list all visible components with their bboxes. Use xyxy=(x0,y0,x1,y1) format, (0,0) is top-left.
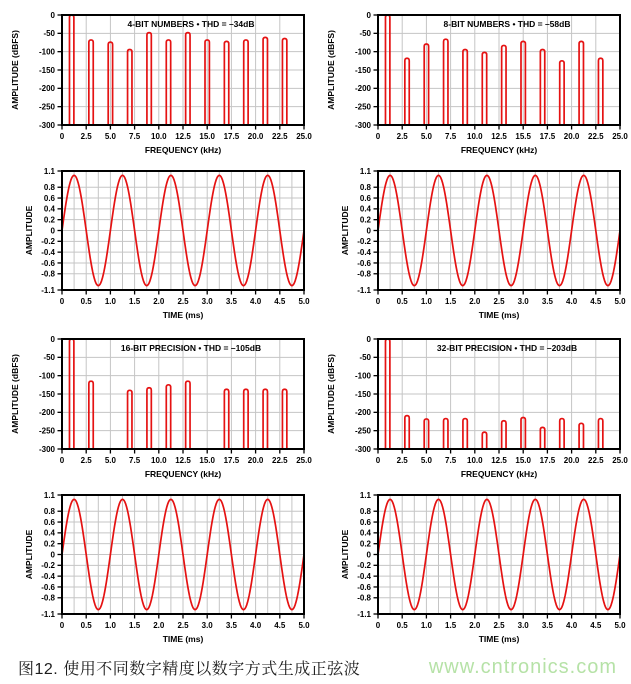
chart-title: 16-BIT PRECISION • THD = –105dB xyxy=(120,343,262,353)
x-axis-label: TIME (ms) xyxy=(478,310,520,320)
y-tick-label: -250 xyxy=(354,426,371,436)
x-tick-label: 2.5 xyxy=(396,456,408,465)
spectrum-spike xyxy=(263,389,267,449)
y-tick-label: -0.6 xyxy=(357,582,371,592)
spectrum-chart-4bit xyxy=(0,2,315,162)
x-tick-label: 7.5 xyxy=(129,132,141,141)
spectrum-spike xyxy=(128,49,132,125)
x-tick-label: 20.0 xyxy=(563,132,580,141)
y-tick-label: -0.4 xyxy=(357,571,371,581)
x-tick-label: 12.5 xyxy=(491,132,507,141)
y-tick-label: -0.8 xyxy=(357,269,371,279)
y-tick-label: -0.2 xyxy=(357,561,371,571)
x-tick-label: 2.5 xyxy=(177,621,189,630)
sine-plot-8bit xyxy=(316,162,631,326)
sine-chart-4bit xyxy=(0,162,315,326)
x-tick-label: 3.5 xyxy=(225,621,237,630)
x-tick-label: 2.5 xyxy=(493,621,505,630)
y-tick-label: -1.1 xyxy=(357,609,371,619)
x-tick-label: 0.5 xyxy=(396,621,408,630)
y-tick-label: 1.1 xyxy=(43,166,55,176)
y-tick-label: -1.1 xyxy=(357,285,371,295)
y-tick-label: 1.1 xyxy=(359,166,371,176)
chart-title: 4-BIT NUMBERS • THD = –34dB xyxy=(127,19,255,29)
y-tick-label: -50 xyxy=(43,353,55,363)
x-tick-label: 5.0 xyxy=(420,132,432,141)
x-tick-label: 4.5 xyxy=(274,621,286,630)
x-tick-label: 22.5 xyxy=(588,456,604,465)
spectrum-spike xyxy=(463,49,467,125)
spectrum-plot-8bit xyxy=(316,2,631,162)
x-tick-label: 4.0 xyxy=(566,621,578,630)
spectrum-spike xyxy=(444,419,448,449)
y-tick-label: 0.6 xyxy=(359,517,371,527)
caption-row xyxy=(0,650,631,679)
y-tick-label: -200 xyxy=(354,84,371,94)
y-axis-label: AMPLITUDE (dBFS) xyxy=(10,354,20,434)
x-tick-label: 5.0 xyxy=(104,132,116,141)
x-tick-label: 0 xyxy=(59,132,65,141)
y-tick-label: 0 xyxy=(366,10,371,20)
y-tick-label: -200 xyxy=(354,408,371,418)
x-tick-label: 22.5 xyxy=(588,132,604,141)
x-tick-label: 5.0 xyxy=(104,456,116,465)
x-tick-label: 0.5 xyxy=(80,297,92,306)
x-tick-label: 1.5 xyxy=(129,621,141,630)
y-tick-label: -200 xyxy=(38,408,55,418)
y-tick-label: 0 xyxy=(50,10,55,20)
x-tick-label: 0 xyxy=(59,297,65,306)
spectrum-chart-32bit xyxy=(316,326,631,486)
x-axis-label: FREQUENCY (kHz) xyxy=(460,145,538,155)
x-tick-label: 12.5 xyxy=(175,132,191,141)
x-tick-label: 25.0 xyxy=(296,456,312,465)
y-tick-label: -100 xyxy=(354,47,371,57)
y-tick-label: 0.4 xyxy=(359,204,371,214)
spectrum-spike xyxy=(128,390,132,449)
x-tick-label: 12.5 xyxy=(491,456,507,465)
x-tick-label: 20.0 xyxy=(247,132,264,141)
y-tick-label: -0.2 xyxy=(41,237,55,247)
x-tick-label: 5.0 xyxy=(298,297,310,306)
y-tick-label: -100 xyxy=(38,371,55,381)
spectrum-spike xyxy=(482,432,486,449)
x-tick-label: 0 xyxy=(59,621,65,630)
y-tick-label: -200 xyxy=(38,84,55,94)
x-tick-label: 15.5 xyxy=(515,132,531,141)
x-tick-label: 15.0 xyxy=(199,132,215,141)
y-tick-label: 0 xyxy=(366,334,371,344)
y-axis-label: AMPLITUDE (dBFS) xyxy=(326,354,336,434)
spectrum-spike xyxy=(282,389,286,449)
y-axis-label: AMPLITUDE xyxy=(340,529,350,580)
y-tick-label: 0.2 xyxy=(43,215,55,225)
x-tick-label: 2.0 xyxy=(153,621,165,630)
spectrum-spike xyxy=(89,381,93,449)
spectrum-spike xyxy=(502,45,506,125)
chart-title: 32-BIT PRECISION • THD = –203dB xyxy=(436,343,578,353)
y-tick-label: -50 xyxy=(359,353,371,363)
x-tick-label: 7.5 xyxy=(445,456,457,465)
x-tick-label: 10.0 xyxy=(151,456,167,465)
x-tick-label: 0 xyxy=(375,621,381,630)
y-tick-label: 1.1 xyxy=(359,490,371,500)
y-tick-label: -0.2 xyxy=(357,237,371,247)
x-tick-label: 2.5 xyxy=(493,297,505,306)
spectrum-spike xyxy=(560,419,564,449)
x-tick-label: 4.0 xyxy=(250,297,262,306)
spectrum-spike xyxy=(502,421,506,449)
x-tick-label: 0.5 xyxy=(396,297,408,306)
x-tick-label: 1.5 xyxy=(129,297,141,306)
spectrum-chart-8bit xyxy=(316,2,631,162)
y-tick-label: 0 xyxy=(366,226,371,236)
x-tick-label: 1.5 xyxy=(445,297,457,306)
x-tick-label: 0.5 xyxy=(80,621,92,630)
x-tick-label: 2.0 xyxy=(469,621,481,630)
x-tick-label: 25.0 xyxy=(612,132,628,141)
y-tick-label: 0 xyxy=(50,334,55,344)
y-tick-label: 0.8 xyxy=(43,507,55,517)
x-tick-label: 17.5 xyxy=(539,132,556,141)
x-tick-label: 10.0 xyxy=(467,456,483,465)
x-tick-label: 0 xyxy=(375,297,381,306)
x-tick-label: 5.0 xyxy=(420,456,432,465)
y-tick-label: -0.4 xyxy=(41,247,55,257)
x-tick-label: 5.0 xyxy=(614,621,626,630)
x-tick-label: 2.0 xyxy=(153,297,165,306)
x-axis-label: TIME (ms) xyxy=(478,634,520,644)
spectrum-spike xyxy=(579,423,583,449)
x-tick-label: 1.5 xyxy=(445,621,457,630)
x-tick-label: 7.5 xyxy=(445,132,457,141)
chart-title: 8-BIT NUMBERS • THD = –58dB xyxy=(443,19,571,29)
x-tick-label: 1.0 xyxy=(104,621,116,630)
x-tick-label: 3.5 xyxy=(541,621,553,630)
x-tick-label: 3.0 xyxy=(517,297,529,306)
y-tick-label: 0.8 xyxy=(359,507,371,517)
y-tick-label: -1.1 xyxy=(41,609,55,619)
y-axis-label: AMPLITUDE xyxy=(24,205,34,256)
y-tick-label: -0.4 xyxy=(357,247,371,257)
y-tick-label: -150 xyxy=(354,389,371,399)
x-tick-label: 10.0 xyxy=(151,132,167,141)
x-tick-label: 2.0 xyxy=(469,297,481,306)
spectrum-spike xyxy=(463,419,467,449)
spectrum-spike xyxy=(186,381,190,449)
y-tick-label: 0.6 xyxy=(43,517,55,527)
y-tick-label: 0 xyxy=(366,550,371,560)
spectrum-spike xyxy=(598,419,602,449)
y-tick-label: 0.2 xyxy=(43,539,55,549)
y-axis-label: AMPLITUDE (dBFS) xyxy=(10,30,20,110)
y-tick-label: 0.2 xyxy=(359,539,371,549)
x-tick-label: 17.5 xyxy=(223,456,240,465)
x-tick-label: 2.5 xyxy=(177,297,189,306)
x-tick-label: 2.5 xyxy=(80,132,92,141)
x-tick-label: 5.0 xyxy=(298,621,310,630)
y-tick-label: 0.8 xyxy=(43,183,55,193)
y-tick-label: 0.2 xyxy=(359,215,371,225)
y-tick-label: 0.8 xyxy=(359,183,371,193)
y-tick-label: 0 xyxy=(50,550,55,560)
x-tick-label: 3.0 xyxy=(201,297,213,306)
x-tick-label: 3.0 xyxy=(517,621,529,630)
x-tick-label: 0 xyxy=(375,456,381,465)
spectrum-spike xyxy=(405,58,409,125)
x-tick-label: 3.5 xyxy=(541,297,553,306)
y-tick-label: 0.6 xyxy=(43,193,55,203)
y-tick-label: -0.8 xyxy=(41,269,55,279)
x-tick-label: 2.5 xyxy=(396,132,408,141)
x-tick-label: 25.0 xyxy=(296,132,312,141)
x-tick-label: 1.0 xyxy=(420,621,432,630)
spectrum-chart-16bit xyxy=(0,326,315,486)
y-tick-label: -0.2 xyxy=(41,561,55,571)
spectrum-plot-16bit xyxy=(0,326,315,486)
sine-chart-8bit xyxy=(316,162,631,326)
watermark: www.cntronics.com xyxy=(428,656,617,678)
x-axis-label: TIME (ms) xyxy=(162,634,204,644)
y-tick-label: -100 xyxy=(354,371,371,381)
x-tick-label: 1.0 xyxy=(104,297,116,306)
y-tick-label: -300 xyxy=(354,120,371,130)
spectrum-spike xyxy=(598,58,602,125)
y-tick-label: -0.6 xyxy=(357,258,371,268)
y-tick-label: -250 xyxy=(38,102,55,112)
x-tick-label: 3.5 xyxy=(225,297,237,306)
y-tick-label: -1.1 xyxy=(41,285,55,295)
y-tick-label: 1.1 xyxy=(43,490,55,500)
y-tick-label: -0.8 xyxy=(41,593,55,603)
x-tick-label: 15.0 xyxy=(515,456,531,465)
spectrum-spike xyxy=(405,416,409,449)
x-tick-label: 25.0 xyxy=(612,456,628,465)
x-tick-label: 17.5 xyxy=(223,132,240,141)
y-tick-label: -300 xyxy=(354,444,371,454)
y-tick-label: 0.6 xyxy=(359,193,371,203)
x-tick-label: 1.0 xyxy=(420,297,432,306)
y-axis-label: AMPLITUDE (dBFS) xyxy=(326,30,336,110)
x-tick-label: 3.0 xyxy=(201,621,213,630)
y-tick-label: -0.4 xyxy=(41,571,55,581)
x-tick-label: 4.0 xyxy=(250,621,262,630)
sine-plot-16bit xyxy=(0,486,315,650)
x-tick-label: 4.5 xyxy=(590,621,602,630)
sine-chart-32bit xyxy=(316,486,631,650)
x-tick-label: 10.0 xyxy=(467,132,483,141)
y-tick-label: 0 xyxy=(50,226,55,236)
spectrum-spike xyxy=(244,40,248,125)
y-tick-label: -0.8 xyxy=(357,593,371,603)
y-axis-label: AMPLITUDE xyxy=(24,529,34,580)
y-tick-label: -150 xyxy=(354,65,371,75)
y-tick-label: 0.4 xyxy=(43,204,55,214)
spectrum-plot-32bit xyxy=(316,326,631,486)
y-tick-label: 0.4 xyxy=(43,528,55,538)
figure-caption: 图12. 使用不同数字精度以数字方式生成正弦波 xyxy=(18,661,361,678)
spectrum-spike xyxy=(166,40,170,125)
spectrum-spike xyxy=(579,41,583,125)
spectrum-spike xyxy=(263,37,267,125)
x-tick-label: 20.0 xyxy=(247,456,264,465)
x-axis-label: TIME (ms) xyxy=(162,310,204,320)
y-tick-label: -50 xyxy=(43,29,55,39)
x-tick-label: 20.0 xyxy=(563,456,580,465)
x-tick-label: 22.5 xyxy=(272,456,288,465)
sine-chart-16bit xyxy=(0,486,315,650)
x-tick-label: 4.0 xyxy=(566,297,578,306)
x-tick-label: 17.5 xyxy=(539,456,556,465)
spectrum-spike xyxy=(147,33,151,125)
y-tick-label: -0.6 xyxy=(41,582,55,592)
x-tick-label: 4.5 xyxy=(274,297,286,306)
x-tick-label: 0 xyxy=(375,132,381,141)
y-tick-label: -250 xyxy=(38,426,55,436)
spectrum-spike xyxy=(244,389,248,449)
y-tick-label: 0.4 xyxy=(359,528,371,538)
x-tick-label: 0 xyxy=(59,456,65,465)
y-tick-label: -300 xyxy=(38,444,55,454)
x-axis-label: FREQUENCY (kHz) xyxy=(144,469,222,479)
x-axis-label: FREQUENCY (kHz) xyxy=(460,469,538,479)
spectrum-spike xyxy=(224,389,228,449)
spectrum-spike xyxy=(540,49,544,125)
x-tick-label: 2.5 xyxy=(80,456,92,465)
y-tick-label: -150 xyxy=(38,65,55,75)
x-tick-label: 22.5 xyxy=(272,132,288,141)
x-tick-label: 7.5 xyxy=(129,456,141,465)
x-tick-label: 15.0 xyxy=(199,456,215,465)
spectrum-spike xyxy=(224,41,228,125)
y-tick-label: -250 xyxy=(354,102,371,112)
sine-plot-32bit xyxy=(316,486,631,650)
spectrum-spike xyxy=(89,40,93,125)
y-tick-label: -150 xyxy=(38,389,55,399)
x-tick-label: 4.5 xyxy=(590,297,602,306)
y-tick-label: -100 xyxy=(38,47,55,57)
y-tick-label: -0.6 xyxy=(41,258,55,268)
x-tick-label: 5.0 xyxy=(614,297,626,306)
spectrum-plot-4bit xyxy=(0,2,315,162)
spectrum-spike xyxy=(147,388,151,449)
y-tick-label: -50 xyxy=(359,29,371,39)
y-axis-label: AMPLITUDE xyxy=(340,205,350,256)
sine-plot-4bit xyxy=(0,162,315,326)
x-tick-label: 12.5 xyxy=(175,456,191,465)
spectrum-spike xyxy=(186,33,190,125)
x-axis-label: FREQUENCY (kHz) xyxy=(144,145,222,155)
y-tick-label: -300 xyxy=(38,120,55,130)
